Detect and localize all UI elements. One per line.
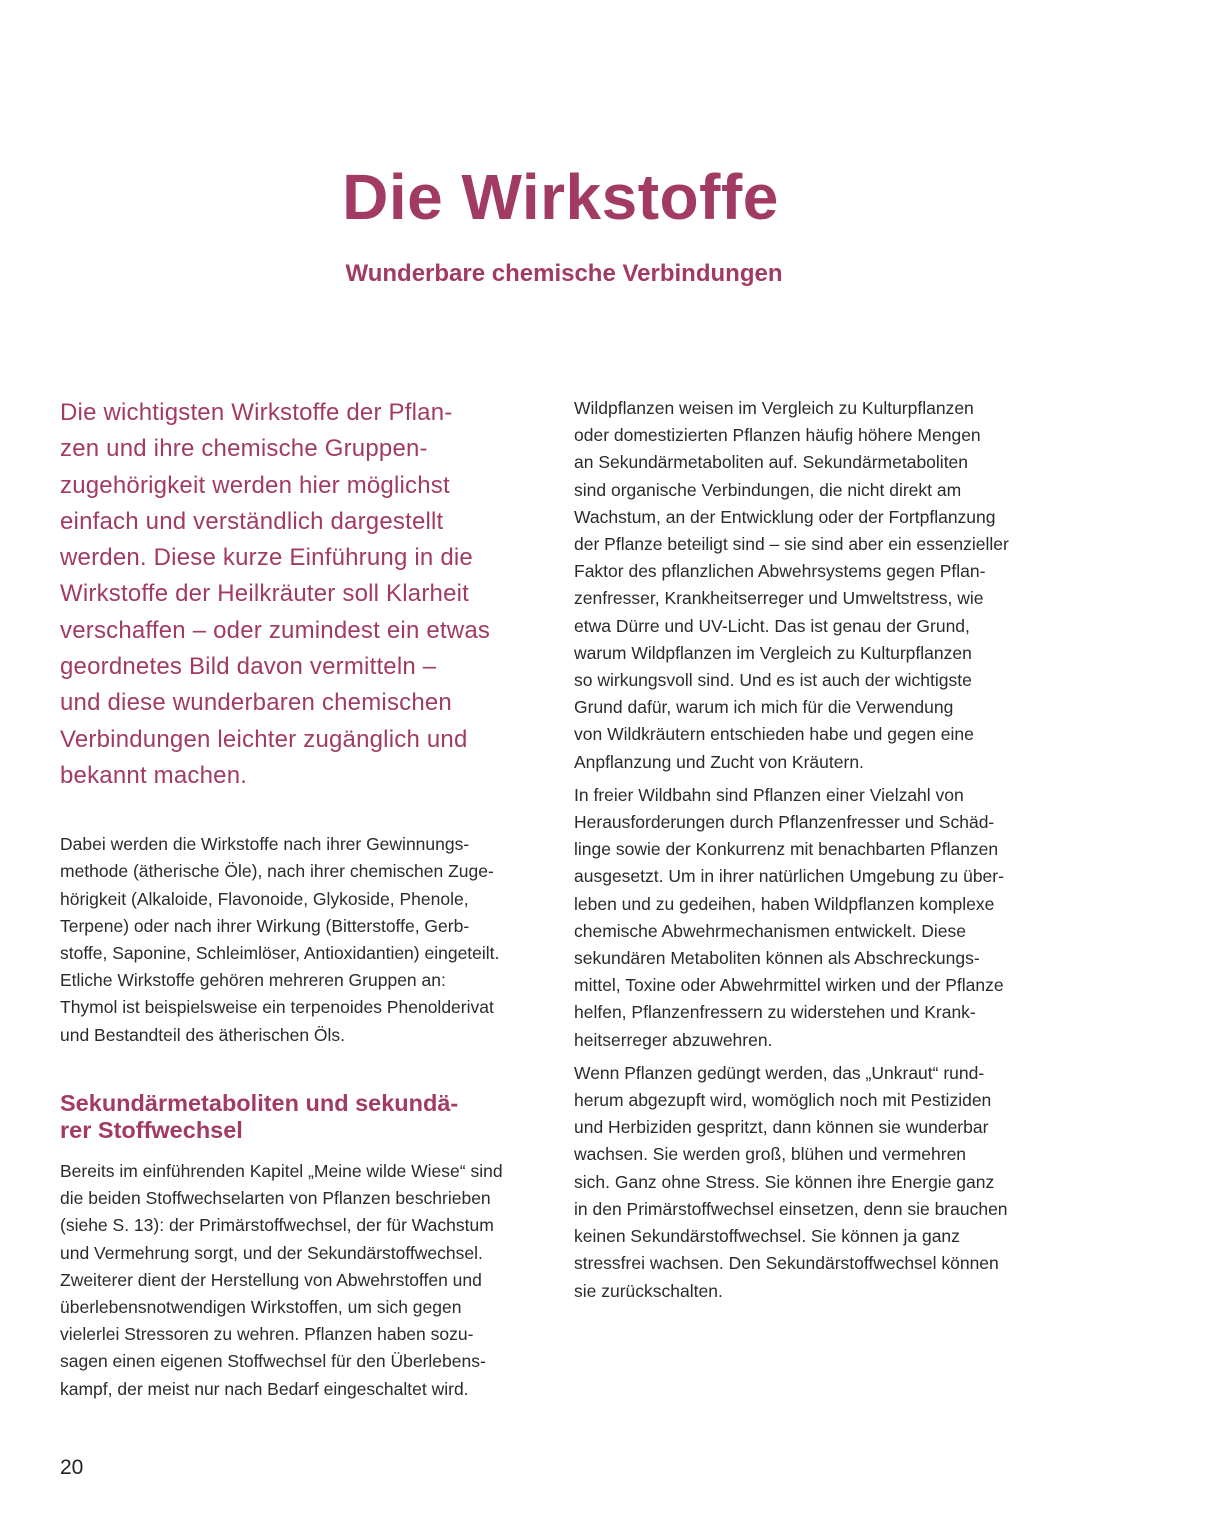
text-line: zen und ihre chemische Gruppen- (60, 435, 428, 463)
text-line: stressfrei wachsen. Den Sekundärstoffwechsel können (574, 1253, 999, 1274)
paragraph-fertilized (574, 1060, 1074, 1305)
text-line: sekundären Metaboliten können als Abschreckungs- (574, 948, 980, 969)
text-line: Thymol ist beispielsweise ein terpenoides Phenolderivat (60, 997, 494, 1018)
text-line: verschaffen – oder zumindest ein etwas (60, 616, 491, 644)
text-line: und Vermehrung sorgt, und der Sekundärstoffwechsel. (60, 1242, 483, 1263)
text-line: Bereits im einführenden Kapitel „Meine wilde Wiese“ sind (60, 1160, 503, 1181)
text-line: der Pflanze beteiligt sind – sie sind aber ein essenzieller (574, 534, 1009, 555)
text-line: oder domestizierten Pflanzen häufig höhere Mengen (574, 425, 981, 446)
text-line: etwa Dürre und UV-Licht. Das ist genau der Grund, (574, 615, 970, 636)
text-line: Grund dafür, warum ich mich für die Verwendung (574, 697, 954, 718)
text-line: heitserreger abzuwehren. (574, 1029, 773, 1050)
text-line: mittel, Toxine oder Abwehrmittel wirken und der Pflanze (574, 975, 1004, 996)
text-line: Etliche Wirkstoffe gehören mehreren Gruppen an: (60, 970, 446, 991)
text-line: und Bestandteil des ätherischen Öls. (60, 1024, 346, 1045)
text-line: zenfresser, Krankheitserreger und Umweltstress, wie (574, 588, 984, 609)
text-line: werden. Diese kurze Einführung in die (60, 544, 473, 572)
text-line: geordnetes Bild davon vermitteln – (60, 653, 437, 681)
text-line: Zweiterer dient der Herstellung von Abwehrstoffen und (60, 1269, 482, 1290)
text-line: Wirkstoffe der Heilkräuter soll Klarheit (60, 580, 470, 608)
text-line: Wildpflanzen weisen im Vergleich zu Kulturpflanzen (574, 398, 974, 418)
right-column (574, 395, 1074, 1305)
text-line: kampf, der meist nur nach Bedarf eingeschaltet wird. (60, 1378, 469, 1399)
text-line: sich. Ganz ohne Stress. Sie können ihre Energie ganz (574, 1171, 995, 1192)
text-line: stoffe, Saponine, Schleimlöser, Antioxidantien) eingeteilt. (60, 943, 500, 964)
text-line: an Sekundärmetaboliten auf. Sekundärmetaboliten (574, 452, 969, 473)
text-line: warum Wildpflanzen im Vergleich zu Kulturpflanzen (574, 642, 972, 663)
text-line: so wirkungsvoll sind. Und es ist auch der wichtigste (574, 670, 972, 691)
text-line: Verbindungen leichter zugänglich und (60, 725, 468, 753)
text-line: methode (ätherische Öle), nach ihrer chemischen Zuge- (60, 861, 494, 882)
text-line: und diese wunderbaren chemischen (60, 689, 452, 717)
text-line: Anpflanzung und Zucht von Kräutern. (574, 751, 864, 772)
paragraph-classification (60, 831, 552, 1049)
text-line: chemische Abwehrmechanismen entwickelt. Diese (574, 920, 966, 941)
text-line: keinen Sekundärstoffwechsel. Sie können ja ganz (574, 1226, 960, 1247)
page-title: Die Wirkstoffe (342, 161, 779, 233)
text-line: zugehörigkeit werden hier möglichst (60, 471, 450, 499)
text-line: sind organische Verbindungen, die nicht direkt am (574, 479, 962, 500)
text-line: Herausforderungen durch Pflanzenfresser und Schäd- (574, 812, 995, 833)
intro-paragraph (60, 395, 552, 794)
text-line: wachsen. Sie werden groß, blühen und vermehren (574, 1144, 967, 1165)
text-line: die beiden Stoffwechselarten von Pflanzen beschrieben (60, 1188, 491, 1209)
text-line: ausgesetzt. Um in ihrer natürlichen Umgebung zu über- (574, 866, 1004, 887)
text-line: herum abgezupft wird, womöglich noch mit Pestiziden (574, 1090, 992, 1111)
paragraph-defense (574, 782, 1074, 1054)
text-line: Sekundärmetaboliten und sekundä- (60, 1089, 459, 1116)
text-line: einfach und verständlich dargestellt (60, 507, 444, 535)
text-line: sagen einen eigenen Stoffwechsel für den Überlebens- (60, 1351, 486, 1372)
text-line: von Wildkräutern entschieden habe und gegen eine (574, 724, 974, 745)
text-line: (siehe S. 13): der Primärstoffwechsel, der für Wachstum (60, 1215, 494, 1236)
text-line: leben und zu gedeihen, haben Wildpflanzen komplexe (574, 893, 995, 914)
text-line: und Herbiziden gespritzt, dann können sie wunderbar (574, 1117, 989, 1138)
text-line: sie zurückschalten. (574, 1280, 723, 1301)
text-line: rer Stoffwechsel (60, 1116, 243, 1143)
text-line: Terpene) oder nach ihrer Wirkung (Bitterstoffe, Gerb- (60, 915, 470, 936)
paragraph-metabolism (60, 1158, 552, 1403)
text-line: Dabei werden die Wirkstoffe nach ihrer Gewinnungs- (60, 834, 470, 855)
text-line: Die wichtigsten Wirkstoffe der Pflan- (60, 399, 453, 426)
text-line: In freier Wildbahn sind Pflanzen einer Vielzahl von (574, 784, 964, 805)
text-line: bekannt machen. (60, 761, 248, 789)
section-heading (60, 1090, 552, 1144)
text-line: Wachstum, an der Entwicklung oder der Fortpflanzung (574, 506, 996, 527)
left-column (60, 395, 552, 1403)
text-line: hörigkeit (Alkaloide, Flavonoide, Glykoside, Phenole, (60, 888, 469, 909)
text-line: Wenn Pflanzen gedüngt werden, das „Unkraut“ rund- (574, 1062, 985, 1083)
text-line: linge sowie der Konkurrenz mit benachbarten Pflanzen (574, 839, 999, 860)
text-line: helfen, Pflanzenfressern zu widerstehen und Krank- (574, 1002, 976, 1023)
text-line: in den Primärstoffwechsel einsetzen, denn sie brauchen (574, 1198, 1008, 1219)
paragraph-wild-plants (574, 395, 1074, 776)
page-subtitle: Wunderbare chemische Verbindungen (345, 260, 783, 287)
text-line: überlebensnotwendigen Wirkstoffen, um sich gegen (60, 1296, 462, 1317)
page-number: 20 (60, 1456, 84, 1479)
text-line: Faktor des pflanzlichen Abwehrsystems gegen Pflan- (574, 561, 986, 582)
text-line: vielerlei Stressoren zu wehren. Pflanzen haben sozu- (60, 1324, 474, 1345)
